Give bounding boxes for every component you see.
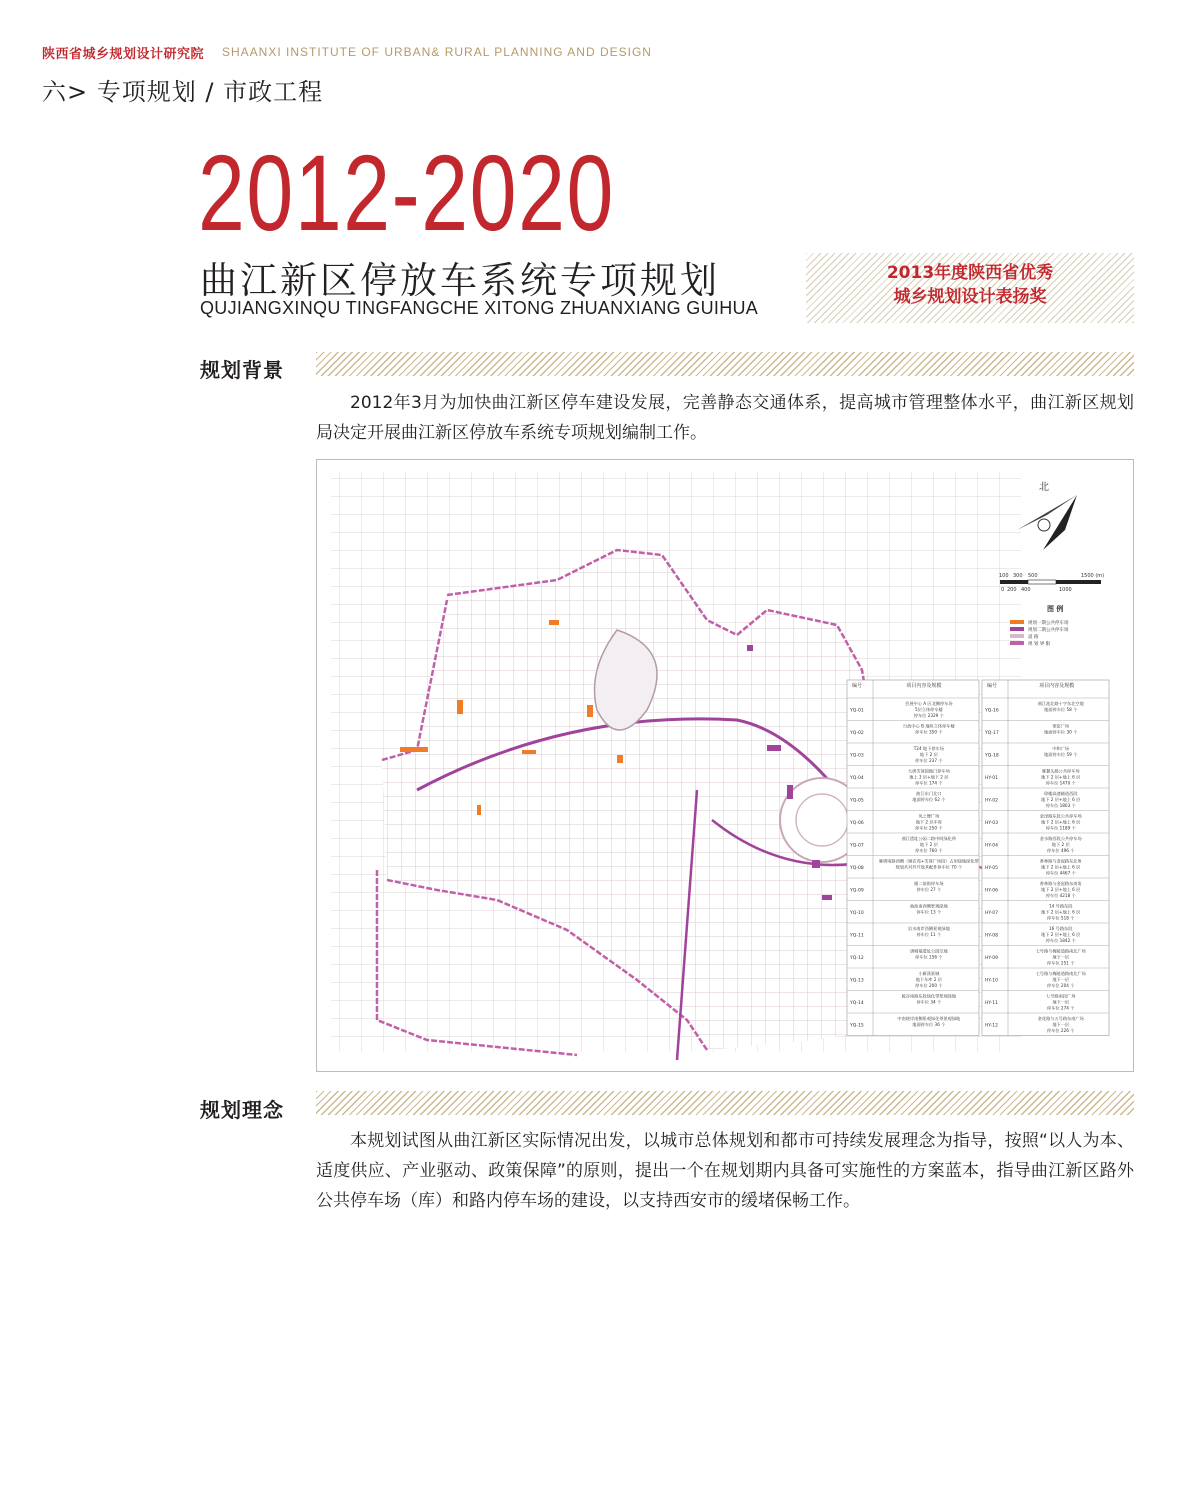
table-row-id: YQ-13 xyxy=(850,978,864,984)
table-row-id: HY-12 xyxy=(985,1023,998,1029)
north-arrow-center xyxy=(1038,519,1050,531)
table-row-desc: 地下 2 层+地上 6 层 xyxy=(1041,887,1081,892)
table-row-desc: 唐城墙遗址公园空地 xyxy=(909,948,948,954)
table-header-id: 编号 xyxy=(852,683,863,689)
table-row-desc: 七号路与梅陵道路南北广场 xyxy=(1035,948,1086,954)
table-row-desc: 停车位 350 个 xyxy=(915,729,943,735)
table-row-desc: 停车位 250 个 xyxy=(915,825,943,831)
scale-bottom-2: 400 xyxy=(1021,587,1031,593)
table-row-desc: 金花路与五号路东南广场 xyxy=(1037,1016,1084,1021)
table-row-desc: 停车位 200 个 xyxy=(915,983,943,988)
table-row-desc: 停车位 274 个 xyxy=(1047,1005,1075,1011)
table-row-desc: 雁塔南路西侧（雁农苑+芙蓉广场段）占用绿地绿化带 xyxy=(878,858,979,864)
legend-label: 规划二期公共停车场 xyxy=(1028,628,1069,633)
north-arrow xyxy=(1017,481,1077,550)
table-row-id: YQ-14 xyxy=(850,1000,864,1006)
table-row-desc: 大唐芙蓉园地门停车场 xyxy=(907,768,950,774)
table-row-desc: 七号路与梅陵道路南北广场 xyxy=(1035,971,1086,976)
table-row-desc: 地下一层 xyxy=(1052,999,1070,1005)
table-row-id: YQ-05 xyxy=(850,798,864,804)
table-row-desc: 香林路与金泥路东北角 xyxy=(1039,858,1082,864)
table-row-id: YQ-15 xyxy=(850,1023,864,1029)
parking-table-left xyxy=(847,680,980,1036)
legend-swatch xyxy=(1010,634,1024,638)
table-row-id: YQ-06 xyxy=(850,820,864,826)
table-row-id: HY-10 xyxy=(985,978,998,984)
table-row-desc: 行政中心 B 地块立体停车楼 xyxy=(903,723,955,729)
title-years: 2012-2020 xyxy=(198,132,615,253)
legend-title: 图 例 xyxy=(1047,605,1064,613)
table-row-desc: 地下 2 层 xyxy=(919,842,938,847)
table-row-desc: 停车位 11 个 xyxy=(916,932,942,937)
table-header-desc: 项目内容及规模 xyxy=(906,683,942,689)
table-row-desc: 地下 2 层+地上 6 层 xyxy=(1041,932,1081,937)
table-row-desc: 地面停车位 62 个 xyxy=(912,797,946,802)
table-row-desc: 规划共对外开放其配件停车位 70 个 xyxy=(895,864,963,870)
table-row-desc: 地下 2 层+地上 6 层 xyxy=(1041,819,1081,825)
parking-marker xyxy=(822,895,832,900)
scale-top-1: 300 xyxy=(1013,573,1023,579)
table-row-desc: 香林路与金泥路东南角 xyxy=(1039,881,1082,886)
map-roundabout-inner xyxy=(796,794,848,846)
table-row-desc: 停车位 1470 个 xyxy=(1045,780,1076,786)
table-row-desc: 风之舞广场 xyxy=(918,813,940,819)
table-row-desc: 曲江遗址公园二路中间绿化带 xyxy=(901,836,957,841)
background-heading: 规划背景 xyxy=(200,358,284,382)
table-row-id: HY-06 xyxy=(985,888,998,894)
table-row-desc: 5层立体停车楼 xyxy=(914,707,943,712)
table-row-desc: 中和广场 xyxy=(1052,746,1070,751)
background-paragraph xyxy=(316,388,1134,448)
north-label: 北 xyxy=(1039,482,1049,493)
table-row-desc: 地下 2 层+地上 6 层 xyxy=(1041,909,1081,915)
table-row-desc: 停车位 1803 个 xyxy=(1045,803,1076,808)
table-row-desc: 停车位 237 个 xyxy=(915,758,943,763)
legend-label: 规 划 界 限 xyxy=(1028,642,1051,647)
table-row-id: YQ-01 xyxy=(850,708,864,714)
table-row-id: YQ-09 xyxy=(850,888,864,894)
award-badge xyxy=(806,253,1134,323)
table-row-id: YQ-03 xyxy=(850,753,864,759)
table-row-desc: 停车位 174 个 xyxy=(915,780,943,786)
scale-bar-segment xyxy=(1028,580,1056,584)
parking-table-right xyxy=(982,680,1109,1036)
legend-label: 规划一期公共停车场 xyxy=(1028,621,1069,626)
table-row-id: YQ-16 xyxy=(985,708,999,714)
scale-bottom-3: 1000 xyxy=(1059,587,1072,593)
award-line2: 城乡规划设计表扬奖 xyxy=(893,287,1047,307)
table-row-id: HY-05 xyxy=(985,865,998,871)
title-cn: 曲江新区停放车系统专项规划 xyxy=(200,259,720,302)
background-text: 2012年3月为加快曲江新区停车建设发展，完善静态交通体系，提高城市管理整体水平，曲江新区规划局决定开展曲江新区停放车系统专项规划编制工作。 xyxy=(316,393,1134,443)
table-row-desc: 地下车库 2 层 xyxy=(915,977,942,982)
table-row-desc: 地上 3 层+地下 2 层 xyxy=(909,774,949,780)
table-row-id: HY-07 xyxy=(985,910,998,916)
table-row-desc: 金泽路东段公共停车场 xyxy=(1039,813,1082,819)
table-row-desc: 停车位 2329 个 xyxy=(913,713,944,718)
parking-marker xyxy=(787,785,793,799)
planning-map xyxy=(316,459,1134,1072)
table-row-desc: 停车位 4467 个 xyxy=(1045,870,1076,876)
scale-bar-segment xyxy=(1056,580,1101,584)
table-row-id: HY-09 xyxy=(985,955,998,961)
table-row-id: HY-01 xyxy=(985,775,998,781)
parking-marker xyxy=(767,745,781,751)
table-row-desc: 地面停车位 36 个 xyxy=(912,1022,946,1027)
table-row-desc: 地下 2 层车库 xyxy=(915,819,942,825)
table-row-desc: 地面停车位 30 个 xyxy=(1044,729,1078,735)
table-row-desc: 地面停车位 58 个 xyxy=(1044,707,1078,712)
table-row-desc: 停车位 251 个 xyxy=(1047,960,1075,966)
legend-swatch xyxy=(1010,620,1024,624)
table-row-desc: 停车位 760 个 xyxy=(915,848,943,853)
table-header-desc: 项目内容及规模 xyxy=(1039,683,1075,689)
concept-paragraph xyxy=(316,1126,1134,1216)
table-row-desc: 停车位 496 个 xyxy=(1047,848,1075,853)
table-row-desc: 停车位 27 个 xyxy=(916,887,942,892)
table-row-id: HY-02 xyxy=(985,798,998,804)
table-row-desc: 地面停车位 59 个 xyxy=(1044,752,1078,757)
scale-bottom-1: 200 xyxy=(1007,587,1017,593)
title-en: QUJIANGXINQU TINGFANGCHE XITONG ZHUANXIANG GUIHUA xyxy=(200,298,759,318)
parking-marker xyxy=(400,747,428,752)
table-row-desc: 地下 2 层 xyxy=(1051,842,1070,847)
table-row-desc: 金水路西段公共停车场 xyxy=(1039,836,1082,841)
scale-bar-segment xyxy=(1000,580,1028,584)
table-row-desc: 寒窑广场 xyxy=(1052,723,1070,729)
parking-marker xyxy=(457,700,463,714)
table-row-id: YQ-07 xyxy=(850,843,864,849)
org-name-cn: 陕西省城乡规划设计研究院 xyxy=(42,47,205,62)
org-name-en: SHAANXI INSTITUTE OF URBAN& RURAL PLANNING AND DESIGN xyxy=(222,45,652,59)
table-row-id: HY-11 xyxy=(985,1000,998,1006)
table-row-id: YQ-08 xyxy=(850,865,864,871)
table-row-desc: T24 地下停车场 xyxy=(913,746,944,751)
background-heading-rule xyxy=(316,352,1134,376)
table-row-desc: 地下 2 层+地上 6 层 xyxy=(1041,774,1081,780)
table-row-id: HY-08 xyxy=(985,933,998,939)
table-row-id: HY-03 xyxy=(985,820,998,826)
table-row-id: YQ-04 xyxy=(850,775,864,781)
scale-top-0: 100 xyxy=(999,573,1009,579)
table-row-desc: 停车位 4218 个 xyxy=(1045,893,1076,898)
table-row-desc: 14 号路东段 xyxy=(1049,903,1073,909)
table-row-desc: 停车位 226 个 xyxy=(1047,1028,1075,1033)
table-row-desc: 岩水南岸西侧景观绿地 xyxy=(907,926,950,931)
parking-marker xyxy=(812,860,820,868)
table-row-id: YQ-10 xyxy=(850,910,864,916)
concept-text: 本规划试图从曲江新区实际情况出发，以城市总体规划和都市可持续发展理念为指导，按照“以人为本、适度供应、产业驱动、政策保障”的原则，提出一个在规划期内具备可实施性的方案蓝本，指导曲江新区路外公共停车场（库）和路内停车场的建设，以支持西安市的缓堵保畅工作。 xyxy=(316,1131,1134,1211)
scale-top-2: 500 xyxy=(1028,573,1038,579)
parking-marker xyxy=(477,805,481,815)
table-row-desc: 停车位 34 个 xyxy=(916,999,942,1005)
table-row-id: YQ-11 xyxy=(850,933,864,939)
table-row-id: YQ-18 xyxy=(985,753,999,759)
table-row-desc: 地下 2 层+地上 6 层 xyxy=(1041,864,1081,870)
parking-marker xyxy=(587,705,593,717)
parking-marker xyxy=(617,755,623,763)
table-row-desc: 地下一层 xyxy=(1052,977,1070,982)
table-row-id: YQ-12 xyxy=(850,955,864,961)
table-row-desc: 地下一层 xyxy=(1052,1022,1070,1027)
scale-bottom-0: 0 xyxy=(1001,587,1005,593)
table-row-desc: 曲池南西侧景观绿地 xyxy=(909,903,948,909)
table-row-desc: 雁翼头路公共停车场 xyxy=(1041,768,1080,774)
table-row-desc: 停车位 1189 个 xyxy=(1045,825,1076,831)
parking-marker xyxy=(747,645,753,651)
table-row-id: YQ-02 xyxy=(850,730,864,736)
table-row-desc: 停车位 13 个 xyxy=(916,909,942,915)
table-row-desc: 停车位 204 个 xyxy=(1047,983,1075,988)
table-row-desc: 琼楼高速辅道西段 xyxy=(1043,791,1078,796)
legend-label: 道 路 xyxy=(1028,635,1039,640)
table-row-desc: 曲江东门北口 xyxy=(916,791,942,796)
table-row-desc: 地下一层 xyxy=(1052,954,1070,960)
concept-heading-rule xyxy=(316,1091,1134,1115)
legend-swatch xyxy=(1010,641,1024,645)
parking-marker xyxy=(522,750,536,754)
legend-swatch xyxy=(1010,627,1024,631)
table-row-desc: 停车位 156 个 xyxy=(915,954,943,960)
table-header-id: 编号 xyxy=(987,683,998,689)
section-label: 六> 专项规划 / 市政工程 xyxy=(42,78,324,106)
award-line1: 2013年度陕西省优秀 xyxy=(886,263,1054,283)
parking-marker xyxy=(549,620,559,625)
concept-heading: 规划理念 xyxy=(200,1098,284,1122)
table-row-desc: 停车位 518 个 xyxy=(1047,915,1075,921)
table-row-desc: 小雁荡景城 xyxy=(918,971,940,976)
scale-bar xyxy=(999,573,1104,593)
table-row-desc: 雁二前街停车场 xyxy=(914,881,944,886)
table-row-desc: 16 号路东段 xyxy=(1049,926,1073,931)
table-row-desc: 陵谷南路东段绿化带景观绿地 xyxy=(901,993,957,999)
table-row-desc: 七号路南段广场 xyxy=(1046,993,1076,999)
table-row-desc: 中南绕岸南侧景观绿化带景观绿地 xyxy=(897,1016,961,1021)
map-figure xyxy=(317,460,1133,1071)
table-row-desc: 地下 2 层+地上 6 层 xyxy=(1041,797,1081,802)
table-row-desc: 停车位 1842 个 xyxy=(1045,938,1076,943)
table-row-id: HY-04 xyxy=(985,843,998,849)
scale-top-3: 1500 (m) xyxy=(1081,573,1105,579)
table-row-desc: 地下 2 层 xyxy=(919,752,938,757)
table-row-id: YQ-17 xyxy=(985,730,999,736)
table-row-desc: 曲江池北路十字东北空地 xyxy=(1037,701,1084,706)
table-row-desc: 会展中心 A 区北侧停车场 xyxy=(905,701,953,706)
